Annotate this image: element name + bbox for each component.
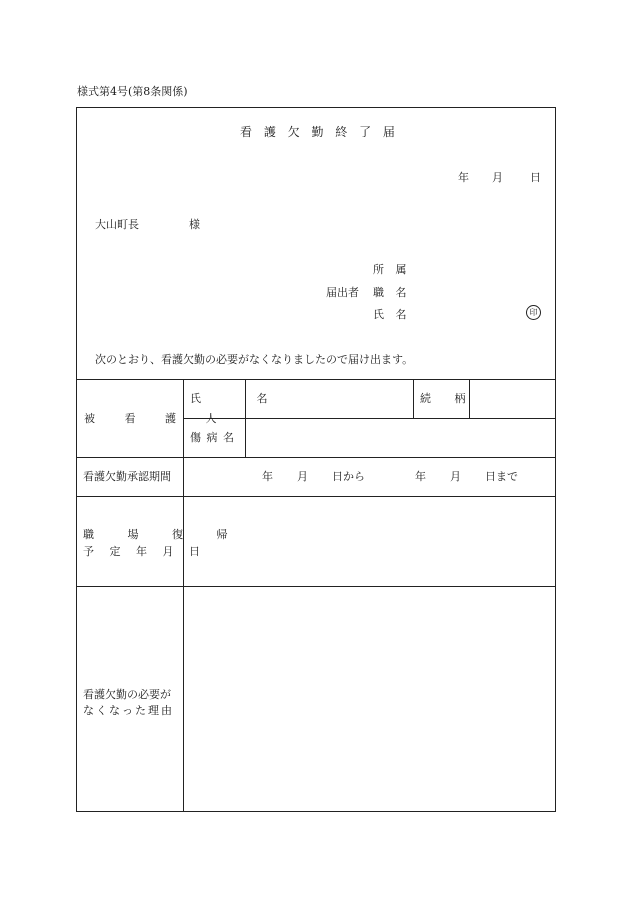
statement: 次のとおり、看護欠勤の必要がなくなりましたので届け出ます。	[95, 353, 414, 366]
applicant-label: 届出者	[326, 286, 359, 299]
period-from-day: 日から	[332, 470, 365, 483]
period-to-month: 月	[450, 470, 461, 483]
addressee-name: 大山町長	[95, 218, 139, 231]
relationship-left-line	[413, 379, 414, 418]
approved-period-label: 看護欠勤承認期間	[83, 470, 171, 483]
label-column-line	[183, 379, 184, 812]
name-label: 氏 名	[373, 308, 411, 321]
date-year: 年	[458, 171, 469, 184]
seal-mark: 印	[526, 305, 541, 320]
sublabel-column-line	[245, 379, 246, 457]
affiliation-label: 所 属	[373, 263, 411, 276]
period-to-day: 日まで	[485, 470, 518, 483]
illness-field[interactable]	[247, 420, 554, 455]
date-month: 月	[492, 171, 503, 184]
addressee-honorific: 様	[189, 218, 200, 231]
date-day: 日	[530, 171, 541, 184]
patient-name-label: 氏 名	[190, 392, 294, 405]
period-top-line	[76, 457, 556, 458]
relationship-field[interactable]	[471, 381, 554, 416]
return-date-field[interactable]	[185, 498, 554, 584]
form-title: 看 護 欠 勤 終 了 届	[240, 125, 399, 139]
reason-label-line2: なくなった理由	[83, 704, 174, 717]
illness-label: 傷 病 名	[190, 431, 235, 444]
relationship-label: 続 柄	[420, 392, 476, 405]
patient-label: 被 看 護 人	[84, 412, 230, 425]
return-date-label-line1: 職 場 復 帰	[83, 528, 243, 541]
reason-field[interactable]	[185, 588, 554, 810]
table-top-line	[76, 379, 556, 380]
reason-top-line	[76, 586, 556, 587]
period-from-month: 月	[297, 470, 308, 483]
form-number: 様式第4号(第8条関係)	[77, 85, 188, 98]
period-to-year: 年	[415, 470, 426, 483]
position-label: 職 名	[373, 286, 411, 299]
period-from-year: 年	[262, 470, 273, 483]
return-date-label-line2: 予 定 年 月 日	[83, 545, 206, 558]
reason-label-line1: 看護欠勤の必要が	[83, 688, 171, 701]
patient-name-field[interactable]	[247, 381, 411, 416]
return-top-line	[76, 496, 556, 497]
patient-mid-line	[183, 418, 556, 419]
